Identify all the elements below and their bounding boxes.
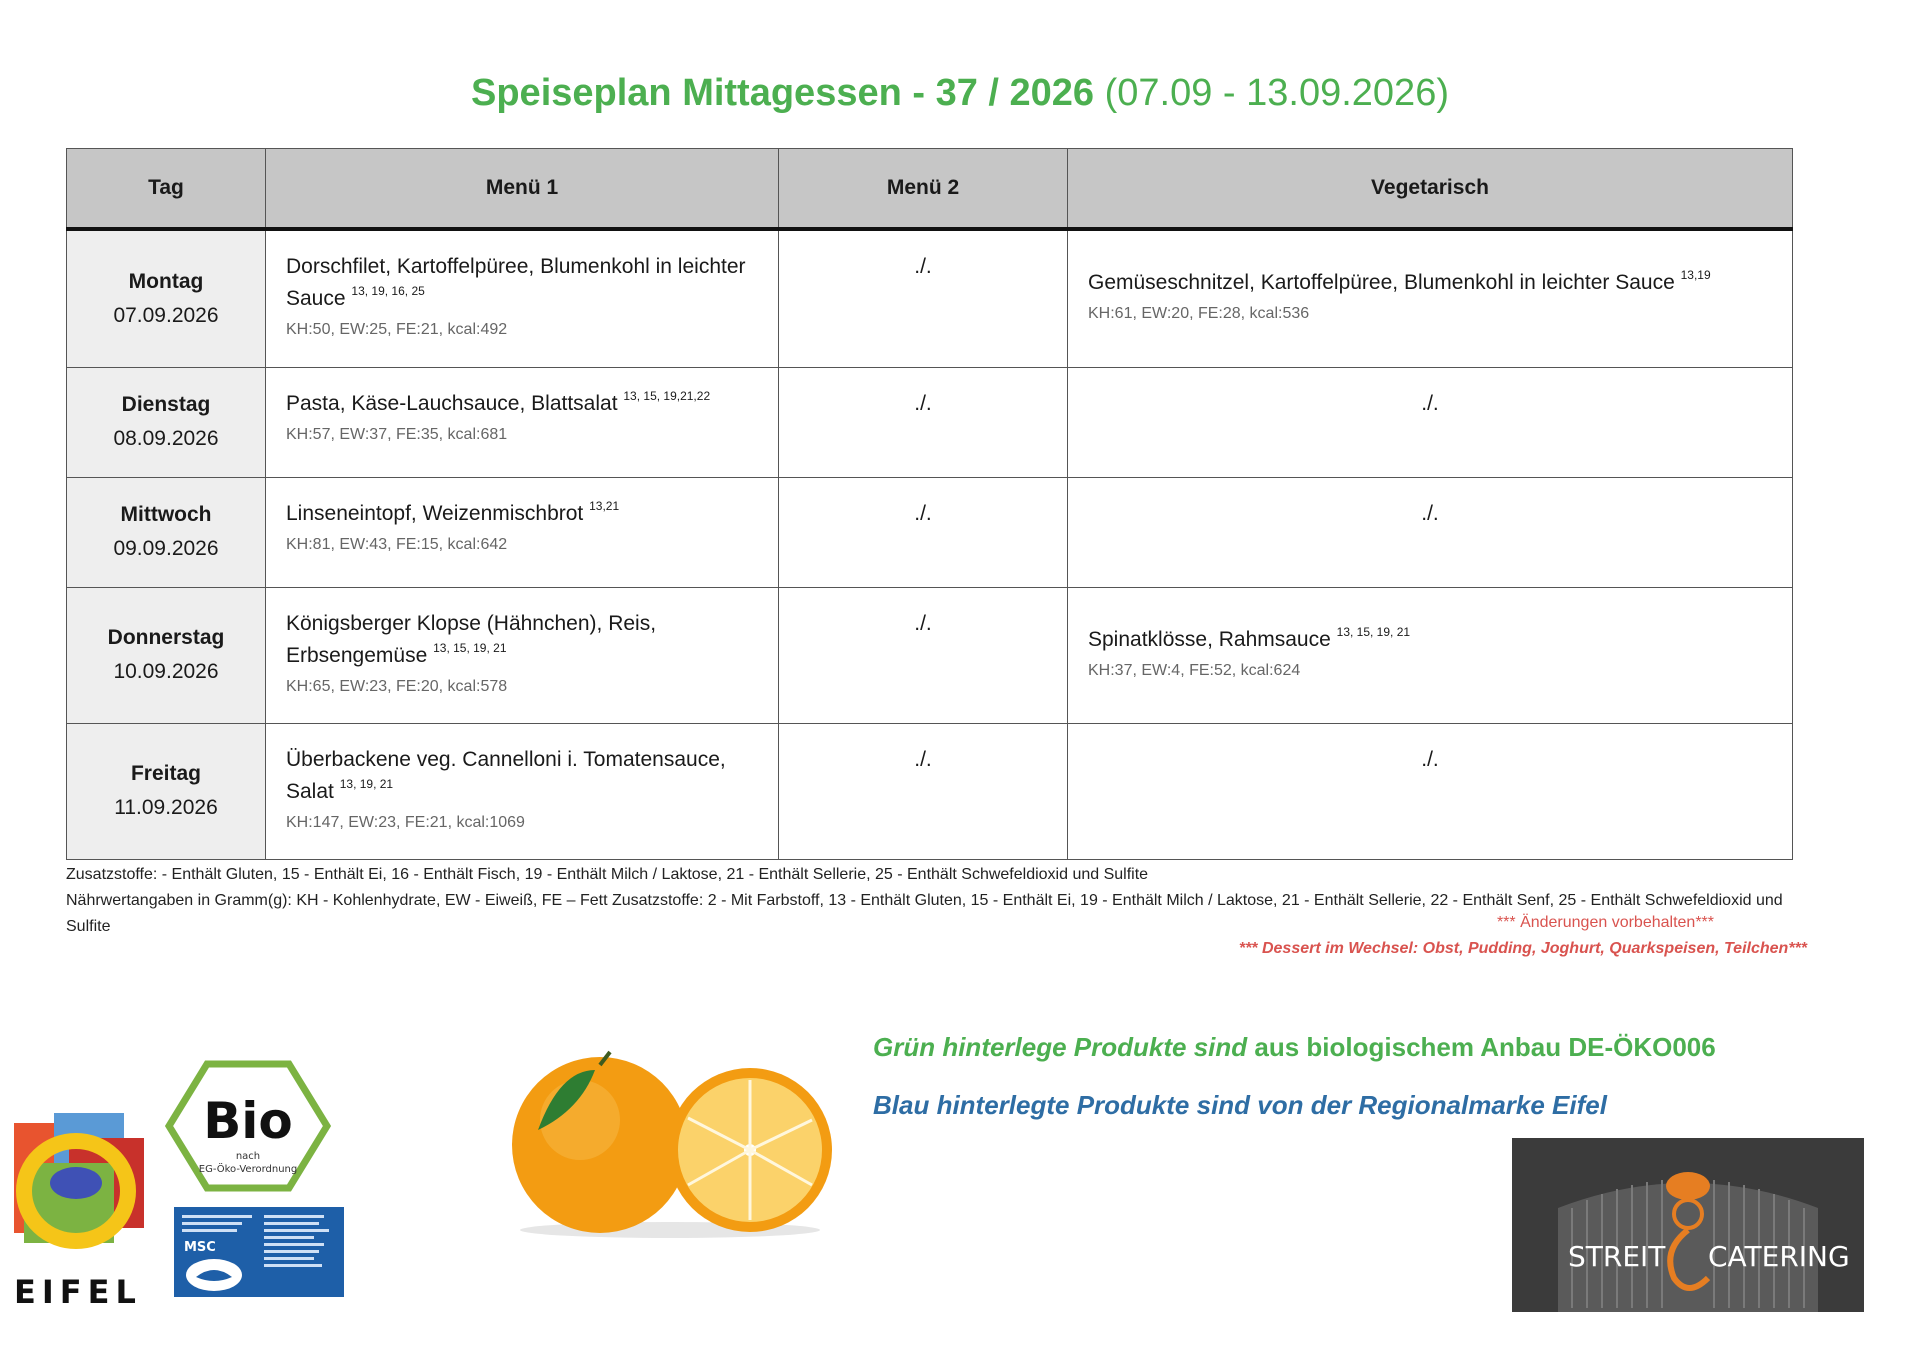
- eifel-logo: [14, 1113, 144, 1308]
- veg-cell: ./.: [1068, 723, 1793, 859]
- day-cell: [67, 723, 266, 859]
- dessert-note: *** Dessert im Wechsel: Obst, Pudding, Joghurt, Quarkspeisen, Teilchen***: [1238, 940, 1807, 957]
- day-name: Freitag: [130, 762, 201, 785]
- menu1-cell: [266, 723, 779, 859]
- veg-cell: ./.: [1068, 367, 1793, 477]
- dish-name: Spinatklösse, Rahmsauce: [1088, 627, 1331, 651]
- day-date: 08.09.2026: [113, 427, 219, 450]
- menu2-cell: ./.: [779, 477, 1068, 587]
- eifel-text: EIFEL: [14, 1273, 142, 1308]
- day-date: 09.09.2026: [113, 537, 219, 560]
- nutrition-info: KH:65, EW:23, FE:20, kcal:578: [286, 677, 508, 695]
- catering-text-right: CATERING: [1708, 1240, 1850, 1273]
- bio-small-2: EG-Öko-Verordnung: [198, 1164, 298, 1175]
- menu-table: [66, 148, 1793, 860]
- dish-name: Pasta, Käse-Lauchsauce, Blattsalat: [286, 391, 618, 415]
- allergen-codes: 13, 19, 16, 25: [351, 284, 425, 298]
- streit-catering-logo: [1512, 1138, 1864, 1312]
- menu2-cell: ./.: [779, 229, 1068, 367]
- menu1-cell: [266, 587, 779, 723]
- bio-seal-logo: [165, 1060, 331, 1192]
- allergen-codes: 13, 15, 19,21,22: [623, 388, 711, 403]
- header-menu1: Menü 1: [266, 149, 779, 230]
- menu1-cell: [266, 477, 779, 587]
- table-row: [67, 723, 1793, 859]
- menu2-cell: ./.: [779, 587, 1068, 723]
- dish-name: Gemüseschnitzel, Kartoffelpüree, Blumenkohl in leichter Sauce: [1088, 271, 1675, 294]
- dish-name: Linseneintopf, Weizenmischbrot: [286, 501, 584, 525]
- allergen-codes: 13, 15, 19, 21: [1336, 624, 1411, 639]
- title-date-range: (07.09 - 13.09.2026): [1104, 72, 1449, 114]
- table-row: [67, 477, 1793, 587]
- changes-note: *** Änderungen vorbehalten***: [1496, 914, 1714, 931]
- menu1-cell: [266, 229, 779, 367]
- menu2-cell: ./.: [779, 367, 1068, 477]
- day-date: 10.09.2026: [113, 660, 219, 683]
- day-date: 11.09.2026: [114, 796, 218, 819]
- day-name: Donnerstag: [107, 626, 225, 649]
- header-menu2: Menü 2: [779, 149, 1068, 230]
- day-cell: [67, 477, 266, 587]
- allergen-codes: 13,21: [589, 498, 620, 513]
- bio-legend-italic: Grün hinterlege Produkte sind: [873, 1032, 1248, 1062]
- header-vegetarisch: Vegetarisch: [1068, 149, 1793, 230]
- day-name: Dienstag: [121, 393, 211, 416]
- nutrition-info: KH:37, EW:4, FE:52, kcal:624: [1088, 661, 1301, 679]
- veg-cell: [1068, 229, 1793, 367]
- dish-name: Überbackene veg. Cannelloni i. Tomatensauce, Salat: [286, 747, 726, 803]
- dish-name: Königsberger Klopse (Hähnchen), Reis, Erbsengemüse: [286, 611, 657, 667]
- allergen-codes: 13, 15, 19, 21: [433, 640, 507, 655]
- bio-text: Bio: [203, 1092, 293, 1150]
- orange-image: [500, 1040, 840, 1240]
- regional-legend: Blau hinterlegte Produkte sind von der Regionalmarke Eifel: [873, 1090, 1607, 1120]
- nutrition-info: KH:61, EW:20, FE:28, kcal:536: [1088, 305, 1310, 322]
- msc-text: MSC: [184, 1240, 216, 1255]
- veg-cell: [1068, 587, 1793, 723]
- catering-text-left: STREIT: [1568, 1240, 1666, 1273]
- bio-legend: [873, 1032, 1716, 1063]
- nutrition-info: KH:147, EW:23, FE:21, kcal:1069: [286, 813, 525, 831]
- allergen-codes: 13, 19, 21: [339, 776, 394, 791]
- msc-logo: [174, 1207, 344, 1297]
- menu1-cell: [266, 367, 779, 477]
- nutrition-info: KH:57, EW:37, FE:35, kcal:681: [286, 425, 508, 443]
- day-date: 07.09.2026: [113, 303, 219, 327]
- day-cell: [67, 367, 266, 477]
- bio-legend-rest: aus biologischem Anbau DE-ÖKO006: [1247, 1032, 1716, 1062]
- naehrwert-note: Nährwertangaben in Gramm(g): KH - Kohlenhydrate, EW - Eiweiß, FE – Fett Zusatzstoffe: 2 - Mit Farbstoff, 13 - Enthält Gluten, 15 - Enthält Ei, 19 - Enthält Milch / Laktose, 21 - Enthält Sellerie, 22 - Enthält Senf, 25 - Enthält Schwefeldioxid und Sulfite: [66, 892, 1783, 935]
- veg-cell: ./.: [1068, 477, 1793, 587]
- table-row: [67, 587, 1793, 723]
- header-tag: Tag: [67, 149, 266, 230]
- day-name: Mittwoch: [120, 503, 212, 526]
- table-row: [67, 229, 1793, 367]
- nutrition-info: KH:50, EW:25, FE:21, kcal:492: [286, 321, 508, 338]
- zusatzstoffe-note: Zusatzstoffe: - Enthält Gluten, 15 - Enthält Ei, 16 - Enthält Fisch, 19 - Enthält Milch / Laktose, 21 - Enthält Sellerie, 25 - Enthält Schwefeldioxid und Sulfite: [66, 866, 1149, 883]
- nutrition-info: KH:81, EW:43, FE:15, kcal:642: [286, 535, 508, 553]
- day-name: Montag: [128, 269, 204, 293]
- menu2-cell: ./.: [779, 723, 1068, 859]
- day-cell: [67, 229, 266, 367]
- bio-small-1: nach: [235, 1151, 261, 1162]
- day-cell: [67, 587, 266, 723]
- allergen-codes: 13,19: [1680, 268, 1711, 282]
- page-title: [0, 72, 1920, 115]
- title-main: Speiseplan Mittagessen - 37 / 2026: [471, 72, 1095, 114]
- table-row: [67, 367, 1793, 477]
- table-header-row: [67, 149, 1793, 230]
- dish-name: Dorschfilet, Kartoffelpüree, Blumenkohl in leichter Sauce: [286, 255, 746, 310]
